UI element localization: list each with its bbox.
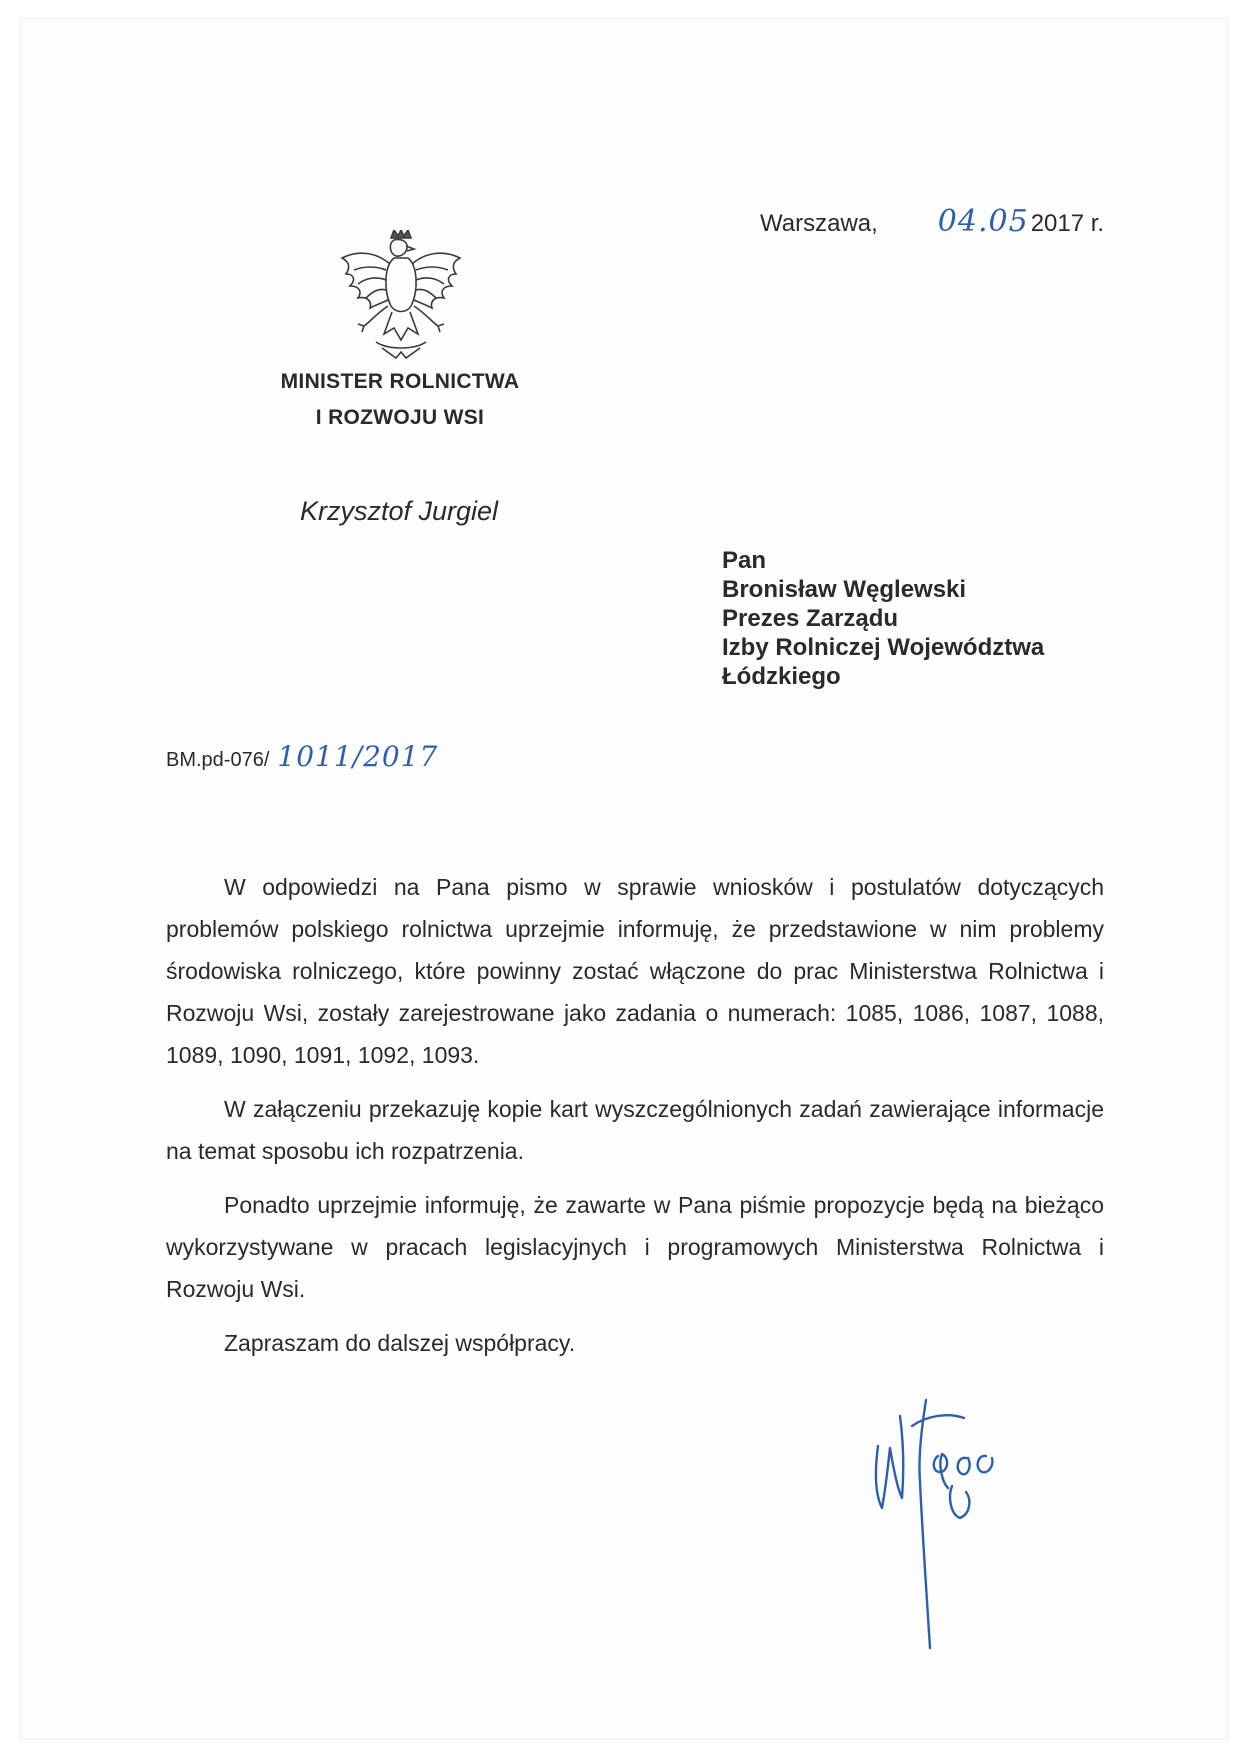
minister-title-line1: MINISTER ROLNICTWA (280, 370, 520, 393)
addressee-block (722, 546, 1044, 691)
letter-body (166, 866, 1104, 1376)
reference-handwritten: 1011/2017 (277, 740, 439, 773)
addressee-line: Izby Rolniczej Województwa (722, 634, 1045, 661)
reference-number (166, 740, 438, 773)
addressee-line: Pan (722, 547, 767, 574)
body-paragraph: W odpowiedzi na Pana pismo w sprawie wniosków i postulatów dotyczących problemów polskiego rolnictwa uprzejmie informuję, że przedstawione w nim problemy środowiska rolniczego, które powinny zostać włączone do prac Ministerstwa Rolnictwa i Rozwoju Wsi, zostały zarejestrowane jako zadania o numerach: 1085, 1086, 1087, 1088, 1089, 1090, 1091, 1092, 1093. (166, 874, 1104, 1068)
handwritten-signature (868, 1386, 1038, 1686)
polish-eagle-emblem (336, 230, 466, 366)
body-paragraph: Zapraszam do dalszej współpracy. (224, 1330, 576, 1356)
place-date (760, 204, 1104, 239)
body-paragraph: Ponadto uprzejmie informuję, że zawarte w Pana piśmie propozycje będą na bieżąco wykorzystywane w pracach legislacyjnych i programowych Ministerstwa Rolnictwa i Rozwoju Wsi. (166, 1192, 1104, 1302)
addressee-line: Prezes Zarządu (722, 605, 899, 632)
place: Warszawa, (760, 210, 878, 237)
reference-prefix: BM.pd-076/ (166, 749, 270, 771)
minister-title (250, 364, 550, 436)
addressee-line: Łódzkiego (722, 663, 841, 690)
body-paragraph: W załączeniu przekazuję kopie kart wyszczególnionych zadań zawierające informacje na temat sposobu ich rozpatrzenia. (166, 1096, 1104, 1164)
date-year: 2017 r. (1030, 210, 1105, 237)
addressee-line: Bronisław Węglewski (722, 576, 967, 603)
minister-name: Krzysztof Jurgiel (300, 496, 499, 526)
minister-title-line2: I ROZWOJU WSI (315, 406, 485, 429)
letter-page (20, 18, 1228, 1740)
handwritten-date: 04.05 (937, 204, 1029, 239)
